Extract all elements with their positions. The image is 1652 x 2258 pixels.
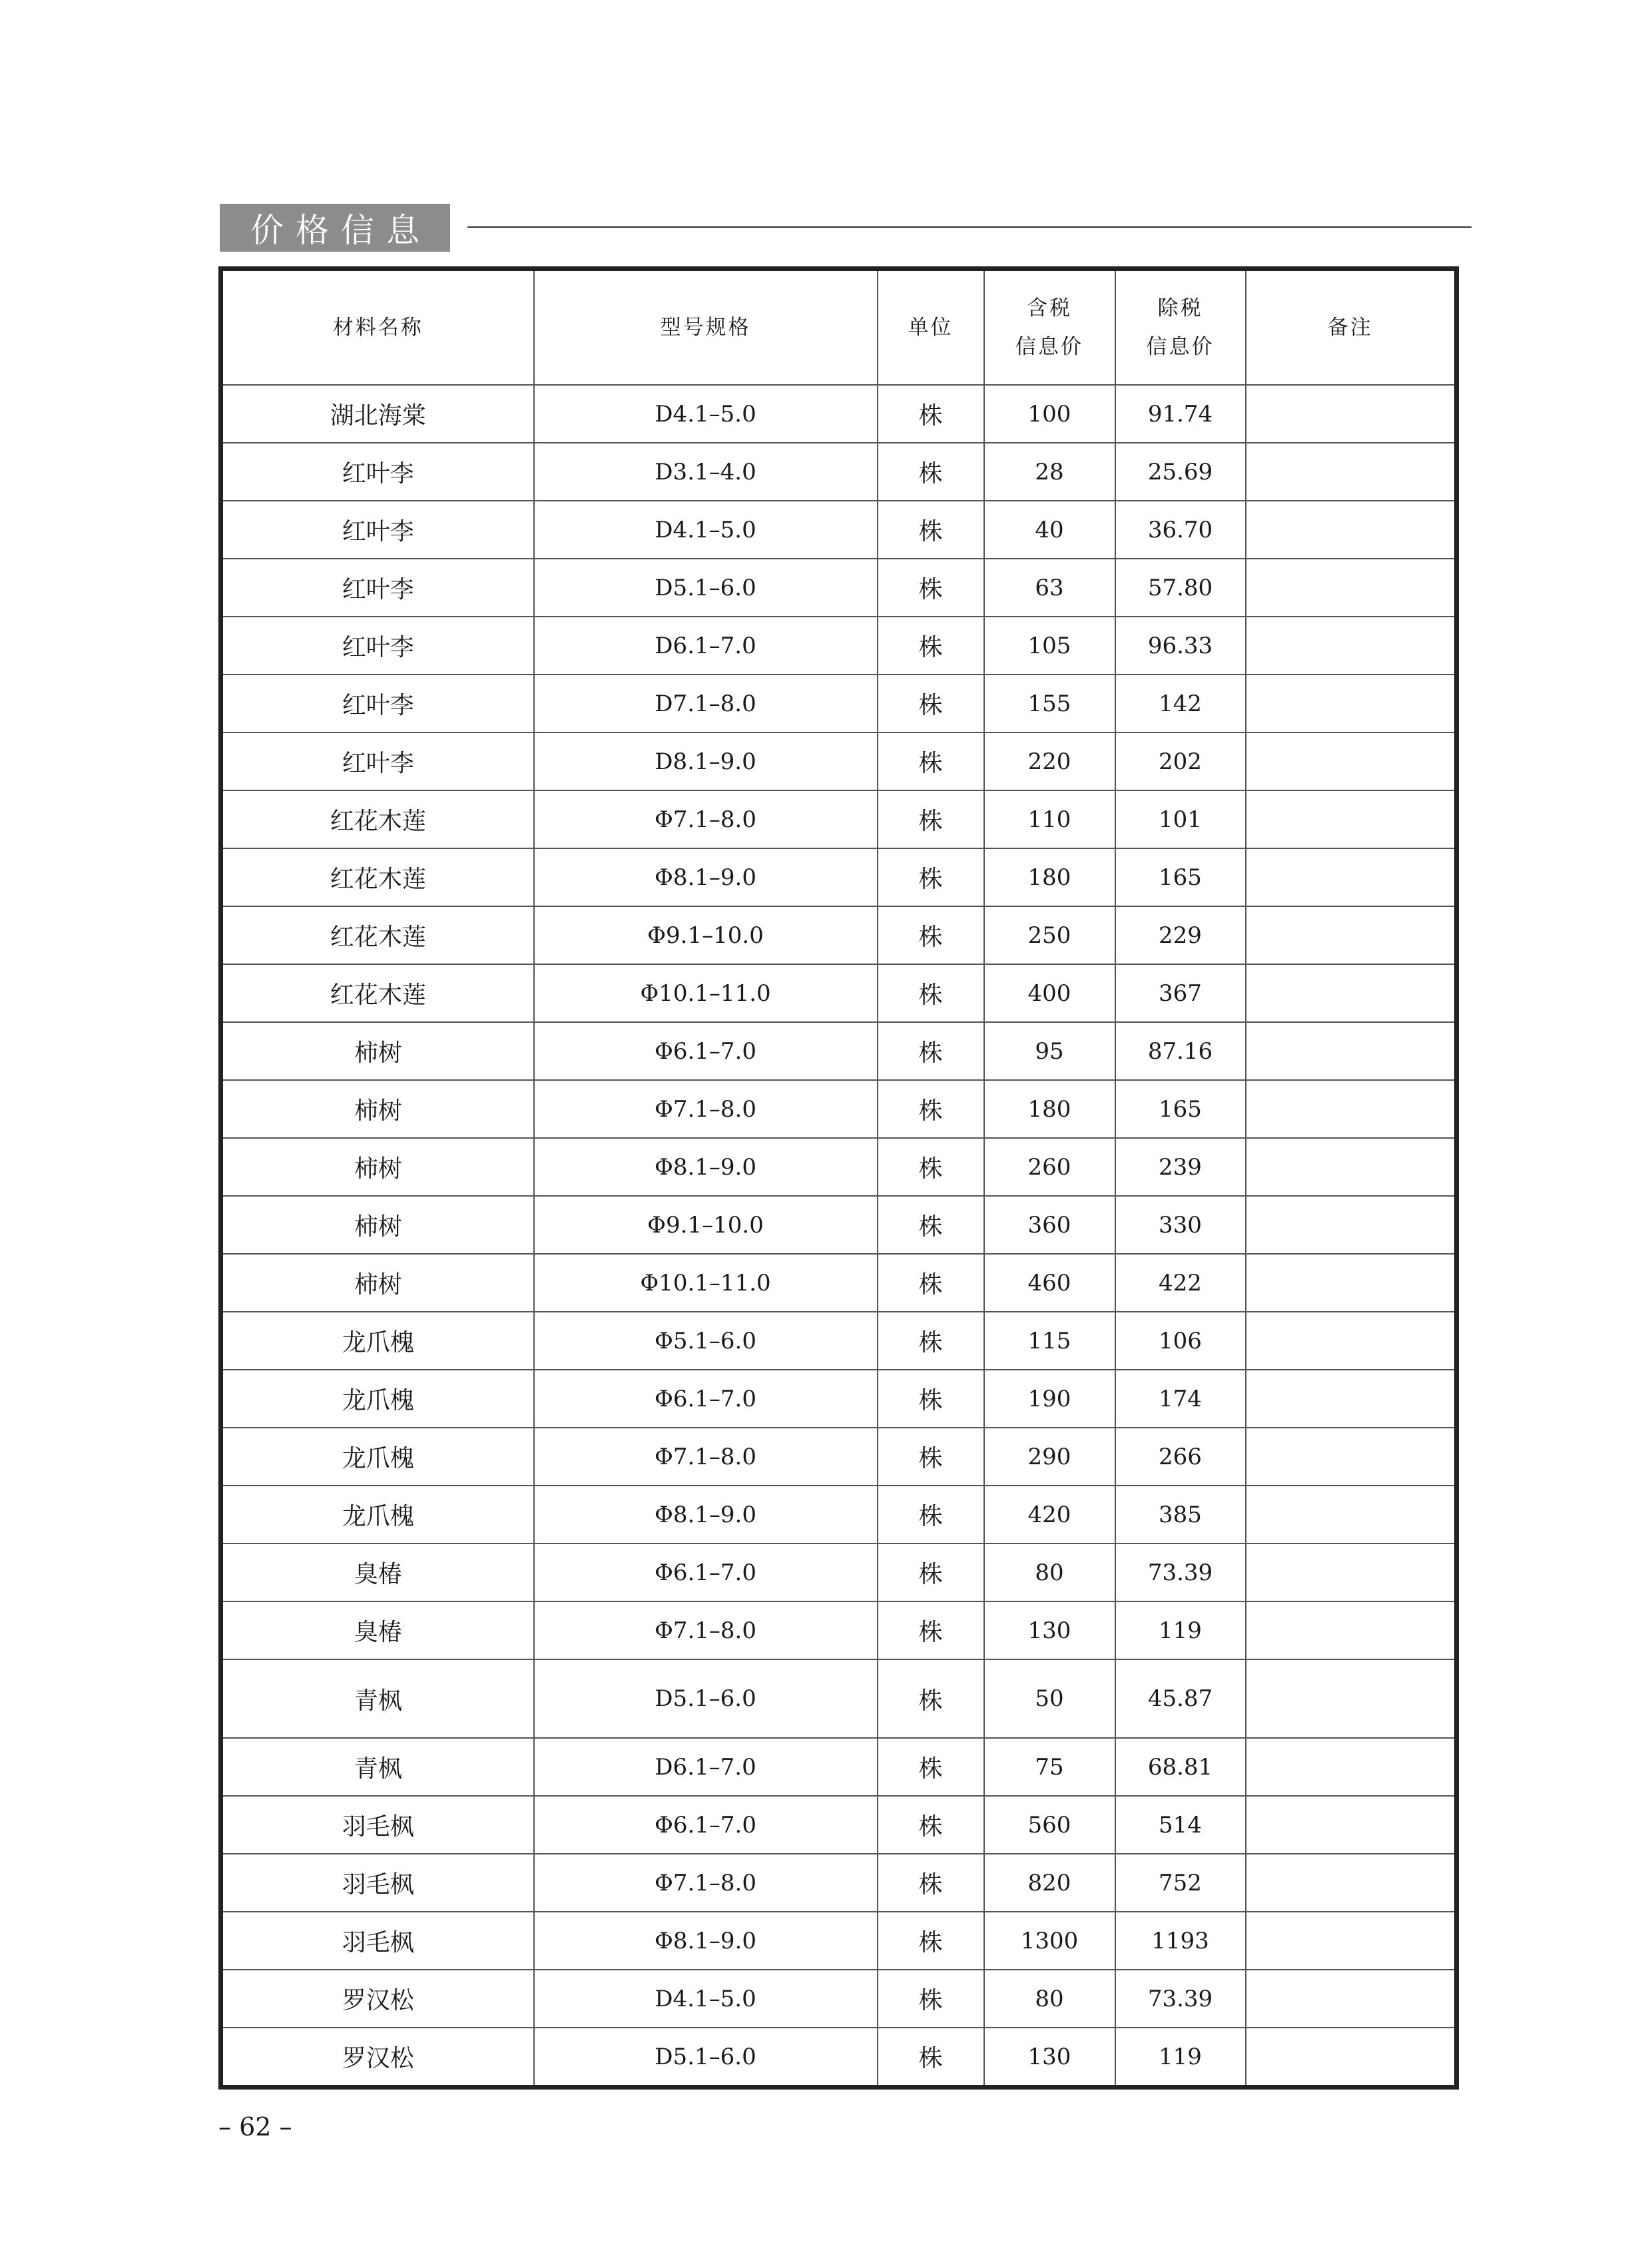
cell-spec: D7.1–8.0 <box>534 675 878 732</box>
header-price-tax-excluded-line2: 信息价 <box>1146 335 1215 359</box>
cell-price-tax-excluded: 119 <box>1115 1601 1246 1659</box>
table-row <box>221 1796 1457 1854</box>
cell-spec: D4.1–5.0 <box>534 501 878 559</box>
cell-remark <box>1246 501 1457 559</box>
cell-price-tax-excluded: 91.74 <box>1115 385 1246 443</box>
cell-material-name: 柿树 <box>221 1080 534 1138</box>
cell-remark <box>1246 1854 1457 1912</box>
cell-spec: Φ8.1–9.0 <box>534 1912 878 1970</box>
table-row <box>221 2028 1457 2088</box>
cell-material-name: 羽毛枫 <box>221 1912 534 1970</box>
cell-unit: 株 <box>878 1854 984 1912</box>
cell-price-tax-included: 115 <box>984 1312 1115 1370</box>
cell-price-tax-included: 80 <box>984 1970 1115 2028</box>
cell-material-name: 臭椿 <box>221 1544 534 1601</box>
cell-material-name: 罗汉松 <box>221 2028 534 2088</box>
cell-price-tax-excluded: 330 <box>1115 1196 1246 1254</box>
cell-remark <box>1246 1796 1457 1854</box>
cell-unit: 株 <box>878 1022 984 1080</box>
cell-spec: D3.1–4.0 <box>534 443 878 501</box>
cell-price-tax-included: 130 <box>984 1601 1115 1659</box>
cell-spec: Φ10.1–11.0 <box>534 1254 878 1312</box>
table-row <box>221 1080 1457 1138</box>
cell-material-name: 罗汉松 <box>221 1970 534 2028</box>
cell-spec: Φ9.1–10.0 <box>534 906 878 964</box>
cell-remark <box>1246 790 1457 848</box>
cell-remark <box>1246 1312 1457 1370</box>
cell-material-name: 羽毛枫 <box>221 1854 534 1912</box>
cell-material-name: 龙爪槐 <box>221 1312 534 1370</box>
cell-price-tax-excluded: 142 <box>1115 675 1246 732</box>
cell-price-tax-included: 180 <box>984 848 1115 906</box>
cell-price-tax-excluded: 266 <box>1115 1428 1246 1486</box>
cell-remark <box>1246 617 1457 675</box>
cell-material-name: 红叶李 <box>221 501 534 559</box>
cell-price-tax-included: 560 <box>984 1796 1115 1854</box>
cell-unit: 株 <box>878 1659 984 1738</box>
cell-unit: 株 <box>878 1912 984 1970</box>
cell-price-tax-included: 250 <box>984 906 1115 964</box>
cell-spec: Φ7.1–8.0 <box>534 1854 878 1912</box>
cell-price-tax-excluded: 367 <box>1115 964 1246 1022</box>
cell-price-tax-included: 50 <box>984 1659 1115 1738</box>
cell-spec: D4.1–5.0 <box>534 1970 878 2028</box>
table-row <box>221 1912 1457 1970</box>
cell-price-tax-included: 400 <box>984 964 1115 1022</box>
table-row <box>221 385 1457 443</box>
cell-remark <box>1246 732 1457 790</box>
table-row <box>221 617 1457 675</box>
cell-price-tax-included: 820 <box>984 1854 1115 1912</box>
page-number: – 62 – <box>218 2112 292 2141</box>
table-row <box>221 1370 1457 1428</box>
cell-remark <box>1246 1080 1457 1138</box>
cell-remark <box>1246 1912 1457 1970</box>
cell-spec: Φ7.1–8.0 <box>534 1080 878 1138</box>
cell-price-tax-excluded: 202 <box>1115 732 1246 790</box>
table-row <box>221 443 1457 501</box>
cell-spec: D5.1–6.0 <box>534 2028 878 2088</box>
cell-unit: 株 <box>878 1138 984 1196</box>
cell-spec: Φ8.1–9.0 <box>534 1138 878 1196</box>
cell-material-name: 红叶李 <box>221 675 534 732</box>
cell-unit: 株 <box>878 675 984 732</box>
cell-remark <box>1246 385 1457 443</box>
cell-material-name: 青枫 <box>221 1659 534 1738</box>
header-price-tax-included <box>984 269 1115 386</box>
section-title: 价格信息 <box>220 204 450 252</box>
cell-price-tax-excluded: 73.39 <box>1115 1544 1246 1601</box>
cell-remark <box>1246 1601 1457 1659</box>
cell-remark <box>1246 906 1457 964</box>
cell-remark <box>1246 1370 1457 1428</box>
cell-remark <box>1246 1544 1457 1601</box>
cell-material-name: 臭椿 <box>221 1601 534 1659</box>
cell-spec: Φ9.1–10.0 <box>534 1196 878 1254</box>
table-row <box>221 732 1457 790</box>
cell-price-tax-included: 100 <box>984 385 1115 443</box>
table-row <box>221 1196 1457 1254</box>
cell-price-tax-included: 420 <box>984 1486 1115 1544</box>
cell-spec: D6.1–7.0 <box>534 1738 878 1796</box>
cell-unit: 株 <box>878 732 984 790</box>
cell-unit: 株 <box>878 906 984 964</box>
cell-unit: 株 <box>878 1196 984 1254</box>
table-row <box>221 559 1457 617</box>
cell-remark <box>1246 964 1457 1022</box>
cell-price-tax-excluded: 96.33 <box>1115 617 1246 675</box>
cell-price-tax-included: 28 <box>984 443 1115 501</box>
cell-spec: Φ7.1–8.0 <box>534 790 878 848</box>
cell-material-name: 龙爪槐 <box>221 1486 534 1544</box>
cell-price-tax-excluded: 229 <box>1115 906 1246 964</box>
cell-price-tax-excluded: 514 <box>1115 1796 1246 1854</box>
header-price-tax-excluded-line1: 除税 <box>1157 296 1203 320</box>
cell-remark <box>1246 443 1457 501</box>
cell-price-tax-excluded: 174 <box>1115 1370 1246 1428</box>
header-price-tax-excluded <box>1115 269 1246 386</box>
cell-material-name: 龙爪槐 <box>221 1428 534 1486</box>
cell-unit: 株 <box>878 1080 984 1138</box>
table-body <box>221 385 1457 2088</box>
cell-price-tax-included: 110 <box>984 790 1115 848</box>
table-row <box>221 1254 1457 1312</box>
cell-spec: Φ5.1–6.0 <box>534 1312 878 1370</box>
cell-unit: 株 <box>878 1970 984 2028</box>
cell-remark <box>1246 2028 1457 2088</box>
table-row <box>221 1970 1457 2028</box>
cell-price-tax-included: 360 <box>984 1196 1115 1254</box>
cell-material-name: 龙爪槐 <box>221 1370 534 1428</box>
cell-unit: 株 <box>878 443 984 501</box>
cell-material-name: 红叶李 <box>221 617 534 675</box>
cell-spec: Φ8.1–9.0 <box>534 848 878 906</box>
cell-price-tax-excluded: 25.69 <box>1115 443 1246 501</box>
cell-spec: Φ7.1–8.0 <box>534 1428 878 1486</box>
cell-spec: Φ6.1–7.0 <box>534 1370 878 1428</box>
cell-unit: 株 <box>878 501 984 559</box>
cell-price-tax-excluded: 165 <box>1115 848 1246 906</box>
cell-unit: 株 <box>878 617 984 675</box>
cell-remark <box>1246 1970 1457 2028</box>
cell-material-name: 青枫 <box>221 1738 534 1796</box>
cell-price-tax-included: 220 <box>984 732 1115 790</box>
table-row <box>221 1659 1457 1738</box>
cell-unit: 株 <box>878 964 984 1022</box>
cell-material-name: 红花木莲 <box>221 964 534 1022</box>
header-remark: 备注 <box>1246 269 1457 386</box>
cell-price-tax-included: 1300 <box>984 1912 1115 1970</box>
section-divider <box>467 226 1472 228</box>
table-row <box>221 1738 1457 1796</box>
cell-material-name: 红叶李 <box>221 443 534 501</box>
header-price-tax-included-line2: 信息价 <box>1015 335 1083 359</box>
cell-unit: 株 <box>878 1370 984 1428</box>
cell-price-tax-included: 105 <box>984 617 1115 675</box>
cell-unit: 株 <box>878 385 984 443</box>
cell-remark <box>1246 1138 1457 1196</box>
cell-remark <box>1246 1486 1457 1544</box>
cell-unit: 株 <box>878 1486 984 1544</box>
cell-price-tax-included: 180 <box>984 1080 1115 1138</box>
table-row <box>221 1428 1457 1486</box>
cell-unit: 株 <box>878 790 984 848</box>
cell-price-tax-included: 290 <box>984 1428 1115 1486</box>
cell-spec: Φ6.1–7.0 <box>534 1796 878 1854</box>
cell-unit: 株 <box>878 1601 984 1659</box>
cell-unit: 株 <box>878 848 984 906</box>
cell-price-tax-excluded: 165 <box>1115 1080 1246 1138</box>
cell-price-tax-included: 155 <box>984 675 1115 732</box>
cell-price-tax-included: 260 <box>984 1138 1115 1196</box>
cell-spec: D5.1–6.0 <box>534 1659 878 1738</box>
table-row <box>221 1486 1457 1544</box>
cell-price-tax-excluded: 106 <box>1115 1312 1246 1370</box>
cell-price-tax-included: 63 <box>984 559 1115 617</box>
table-row <box>221 675 1457 732</box>
table-row <box>221 1601 1457 1659</box>
cell-material-name: 柿树 <box>221 1196 534 1254</box>
cell-remark <box>1246 675 1457 732</box>
cell-material-name: 柿树 <box>221 1138 534 1196</box>
cell-unit: 株 <box>878 1428 984 1486</box>
cell-price-tax-excluded: 239 <box>1115 1138 1246 1196</box>
cell-remark <box>1246 1659 1457 1738</box>
cell-price-tax-excluded: 36.70 <box>1115 501 1246 559</box>
cell-price-tax-included: 40 <box>984 501 1115 559</box>
cell-material-name: 羽毛枫 <box>221 1796 534 1854</box>
cell-spec: Φ6.1–7.0 <box>534 1544 878 1601</box>
table-row <box>221 790 1457 848</box>
cell-unit: 株 <box>878 1796 984 1854</box>
cell-price-tax-excluded: 57.80 <box>1115 559 1246 617</box>
table-row <box>221 848 1457 906</box>
price-table <box>218 266 1459 2090</box>
cell-unit: 株 <box>878 1254 984 1312</box>
cell-spec: Φ7.1–8.0 <box>534 1601 878 1659</box>
cell-remark <box>1246 1196 1457 1254</box>
cell-spec: D5.1–6.0 <box>534 559 878 617</box>
cell-price-tax-excluded: 101 <box>1115 790 1246 848</box>
cell-price-tax-included: 75 <box>984 1738 1115 1796</box>
cell-material-name: 柿树 <box>221 1254 534 1312</box>
cell-price-tax-excluded: 119 <box>1115 2028 1246 2088</box>
table-row <box>221 1312 1457 1370</box>
cell-price-tax-included: 130 <box>984 2028 1115 2088</box>
cell-material-name: 红花木莲 <box>221 906 534 964</box>
cell-price-tax-included: 190 <box>984 1370 1115 1428</box>
cell-price-tax-included: 80 <box>984 1544 1115 1601</box>
cell-unit: 株 <box>878 559 984 617</box>
cell-unit: 株 <box>878 1738 984 1796</box>
table-row <box>221 906 1457 964</box>
cell-remark <box>1246 1022 1457 1080</box>
cell-price-tax-excluded: 385 <box>1115 1486 1246 1544</box>
cell-price-tax-included: 460 <box>984 1254 1115 1312</box>
cell-remark <box>1246 1254 1457 1312</box>
header-unit: 单位 <box>878 269 984 386</box>
cell-price-tax-included: 95 <box>984 1022 1115 1080</box>
cell-unit: 株 <box>878 1312 984 1370</box>
cell-material-name: 湖北海棠 <box>221 385 534 443</box>
section-header <box>220 204 1472 252</box>
header-material-name: 材料名称 <box>221 269 534 386</box>
table-row <box>221 1138 1457 1196</box>
cell-material-name: 红花木莲 <box>221 790 534 848</box>
cell-price-tax-excluded: 45.87 <box>1115 1659 1246 1738</box>
cell-price-tax-excluded: 1193 <box>1115 1912 1246 1970</box>
cell-spec: D6.1–7.0 <box>534 617 878 675</box>
cell-material-name: 红叶李 <box>221 732 534 790</box>
table-row <box>221 1022 1457 1080</box>
cell-price-tax-excluded: 87.16 <box>1115 1022 1246 1080</box>
header-price-tax-included-line1: 含税 <box>1027 296 1072 320</box>
cell-remark <box>1246 559 1457 617</box>
cell-remark <box>1246 1738 1457 1796</box>
cell-spec: Φ6.1–7.0 <box>534 1022 878 1080</box>
cell-spec: D4.1–5.0 <box>534 385 878 443</box>
table-row <box>221 1544 1457 1601</box>
cell-price-tax-excluded: 422 <box>1115 1254 1246 1312</box>
cell-material-name: 红叶李 <box>221 559 534 617</box>
table-row <box>221 501 1457 559</box>
cell-remark <box>1246 1428 1457 1486</box>
table-row <box>221 964 1457 1022</box>
header-spec: 型号规格 <box>534 269 878 386</box>
cell-material-name: 柿树 <box>221 1022 534 1080</box>
cell-spec: Φ8.1–9.0 <box>534 1486 878 1544</box>
table-header-row <box>221 269 1457 386</box>
cell-spec: Φ10.1–11.0 <box>534 964 878 1022</box>
cell-material-name: 红花木莲 <box>221 848 534 906</box>
table-row <box>221 1854 1457 1912</box>
cell-price-tax-excluded: 73.39 <box>1115 1970 1246 2028</box>
cell-remark <box>1246 848 1457 906</box>
cell-price-tax-excluded: 68.81 <box>1115 1738 1246 1796</box>
cell-unit: 株 <box>878 1544 984 1601</box>
cell-unit: 株 <box>878 2028 984 2088</box>
cell-spec: D8.1–9.0 <box>534 732 878 790</box>
cell-price-tax-excluded: 752 <box>1115 1854 1246 1912</box>
